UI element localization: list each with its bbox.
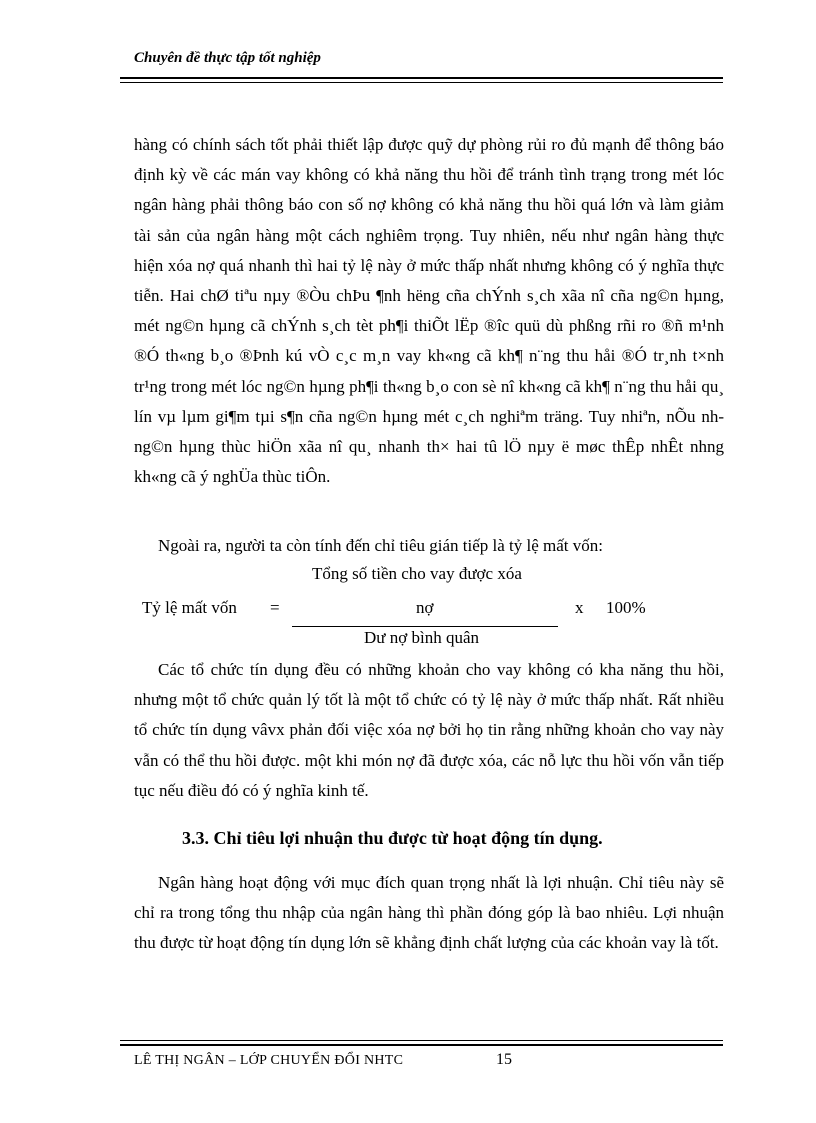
paragraph-credit-institutions: Các tổ chức tín dụng đều có những khoản cho vay không có kha năng thu hồi, nhưng một tổ chức quản lý tốt là một tổ chức có tỷ lệ này ở mức thấp nhất. Rất nhiều tổ chức tín dụng vâvx phản đối việc xóa nợ bởi họ tin rằng những khoản cho vay này vẫn có thể thu hồi được. một khi món nợ đã được xóa, các nỗ lực thu hồi vốn vẫn tiếp tục nếu điều đó có ý nghĩa kinh tế. <box>134 660 724 800</box>
formula-numerator-line1: Tổng số tiền cho vay được xóa <box>312 564 522 583</box>
formula-label: Tỷ lệ mất vốn <box>142 598 237 617</box>
formula-percent: 100% <box>606 598 646 617</box>
footer-author: LÊ THỊ NGÂN – LỚP CHUYỂN ĐỔI NHTC <box>134 1053 404 1068</box>
formula-denominator: Dư nợ bình quân <box>364 628 479 647</box>
footer-rule-thin <box>120 1040 723 1041</box>
section-heading: 3.3. Chỉ tiêu lợi nhuận thu được từ hoạt động tín dụng. <box>182 828 603 848</box>
footer-rule-thick <box>120 1044 723 1046</box>
page-number: 15 <box>496 1051 512 1068</box>
loss-ratio-formula <box>134 564 724 654</box>
formula-equals: = <box>270 598 280 617</box>
header-rule-thick <box>120 77 723 79</box>
formula-numerator-line2: nợ <box>416 598 434 617</box>
header-rule-thin <box>120 82 723 83</box>
paragraph-profit-indicator: Ngân hàng hoạt động với mục đích quan trọng nhất là lợi nhuận. Chỉ tiêu này sẽ chỉ ra trong tổng thu nhập của ngân hàng thì phần đóng góp là bao nhiêu. Lợi nhuận thu được từ hoạt động tín dụng lớn sẽ khẳng định chất lượng của các khoản vay là tốt. <box>134 873 724 953</box>
paragraph-loss-ratio-intro: Ngoài ra, người ta còn tính đến chỉ tiêu gián tiếp là tỷ lệ mất vốn: <box>158 536 603 555</box>
formula-fraction-line <box>292 626 558 627</box>
page-header-title: Chuyên đề thực tập tốt nghiệp <box>134 50 321 66</box>
formula-times: x <box>575 598 584 617</box>
paragraph-write-off-policy: hàng có chính sách tốt phải thiết lập được quỹ dự phòng rủi ro đủ mạnh để thông báo định kỳ về các mán vay không có khả năng thu hồi để tránh tình trạng trong mét lóc ngân hàng phải thông báo con số nợ không có khả năng thu hồi quá lớn và làm giảm tài sản của ngân hàng một cách nghiêm trọng. Tuy nhiên, nếu như ngân hàng thực hiện xóa nợ quá nhanh thì hai tỷ lệ này ở mức thấp nhất nhưng không có ý nghĩa thực tiễn. Hai chØ tiªu nµy ®Òu chÞu ¶nh hëng cña chÝnh s¸ch xãa nî cña ng©n hµng, mét ng©n hµng cã chÝnh s¸ch tèt ph¶i thiÕt lËp ®îc quü dù phßng rñi ro ®ñ m¹nh ®Ó th«ng b¸o ®Þnh kú vÒ c¸c m¸n vay kh«ng cã kh¶ n¨ng thu håi ®Ó tr¸nh t×nh tr¹ng trong mét lóc ng©n hµng ph¶i th«ng b¸o con sè nî kh«ng cã kh¶ n¨ng thu håi qu¸ lín vµ lµm gi¶m tµi s¶n cña ng©n hµng mét c¸ch nghiªm träng. Tuy nhiªn, nÕu nh ng©n hµng thùc hiÖn xãa nî qu¸ nhanh th× hai tû lÖ nµy ë møc thÊp nhÊt nhng kh«ng cã ý nghÜa thùc tiÔn. <box>134 135 724 487</box>
